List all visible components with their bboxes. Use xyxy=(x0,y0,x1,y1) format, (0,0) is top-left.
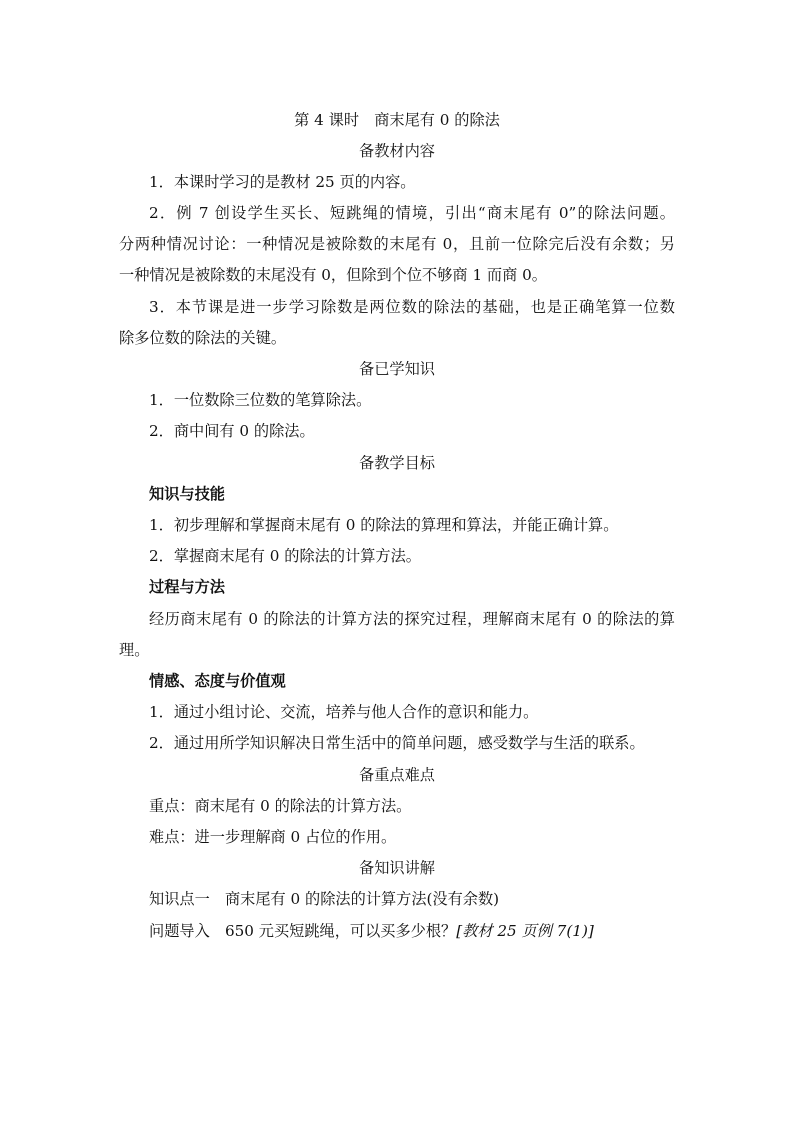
heading-key: 备重点难点 xyxy=(359,766,435,784)
materials-p1: 1．本课时学习的是教材 25 页的内容。 xyxy=(149,173,416,191)
goals-sub3: 情感、态度与价值观 xyxy=(149,672,286,690)
intro-label: 问题导入 xyxy=(149,922,210,940)
intro-text: 650 元买短跳绳，可以买多少根？ xyxy=(209,922,457,940)
heading-explain: 备知识讲解 xyxy=(359,859,435,877)
goals-sub2: 过程与方法 xyxy=(149,578,225,596)
materials-p3-line1: 3．本节课是进一步学习除数是两位数的除法的基础，也是正确笔算一位数 xyxy=(149,298,675,316)
key-p1: 重点：商末尾有 0 的除法的计算方法。 xyxy=(149,797,412,815)
goals-sub3-p1: 1．通过小组讨论、交流，培养与他人合作的意识和能力。 xyxy=(149,703,539,721)
goals-sub1-p2: 2．掌握商末尾有 0 的除法的计算方法。 xyxy=(149,547,421,565)
goals-sub3-p2: 2．通过用所学知识解决日常生活中的简单问题，感受数学与生活的联系。 xyxy=(149,734,645,752)
materials-p2-line2: 分两种情况讨论：一种情况是被除数的末尾有 0，且前一位除完后没有余数；另 xyxy=(119,235,675,253)
explain-intro xyxy=(119,921,675,941)
materials-p2-line3: 一种情况是被除数的末尾没有 0，但除到个位不够商 1 而商 0。 xyxy=(119,266,547,284)
heading-goals: 备教学目标 xyxy=(359,454,435,472)
goals-sub2-line2: 理。 xyxy=(119,641,150,659)
prior-p1: 1．一位数除三位数的笔算除法。 xyxy=(149,391,372,409)
explain-point1: 知识点一 商末尾有 0 的除法的计算方法(没有余数) xyxy=(149,890,500,908)
prior-p2: 2．商中间有 0 的除法。 xyxy=(149,422,315,440)
heading-materials: 备教材内容 xyxy=(359,142,435,160)
goals-sub1: 知识与技能 xyxy=(149,485,225,503)
heading-prior: 备已学知识 xyxy=(359,360,435,378)
intro-ref: [教材 25 页例 7(1)] xyxy=(456,922,594,940)
materials-p2-line1: 2．例 7 创设学生买长、短跳绳的情境，引出“商末尾有 0”的除法问题。 xyxy=(149,204,675,222)
goals-sub1-p1: 1．初步理解和掌握商末尾有 0 的除法的算理和算法，并能正确计算。 xyxy=(149,516,619,534)
goals-sub2-line1: 经历商末尾有 0 的除法的计算方法的探究过程，理解商末尾有 0 的除法的算 xyxy=(149,610,675,628)
document-page xyxy=(119,0,675,1123)
page-title: 第 4 课时 商末尾有 0 的除法 xyxy=(294,111,500,129)
materials-p3-line2: 除多位数的除法的关键。 xyxy=(119,329,287,347)
key-p2: 难点：进一步理解商 0 占位的作用。 xyxy=(149,828,397,846)
